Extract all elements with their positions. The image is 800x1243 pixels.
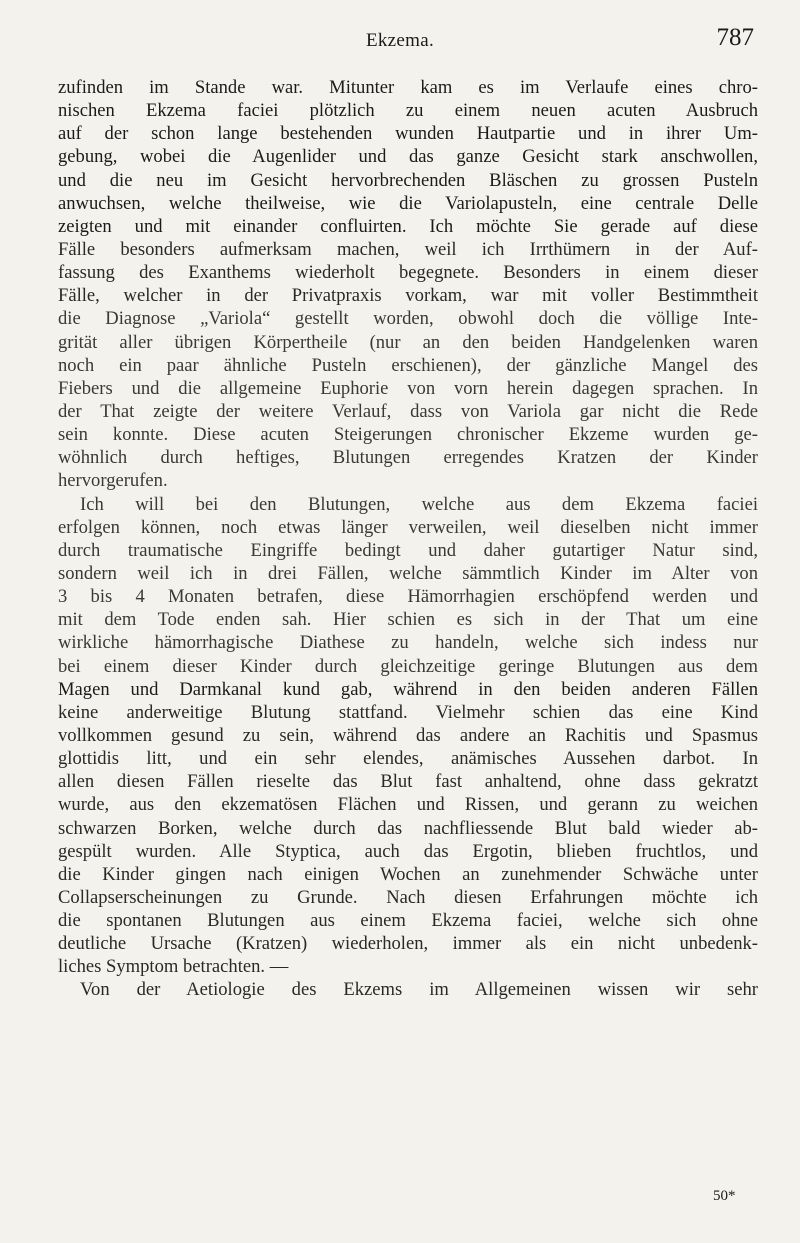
text-line: deutliche Ursache (Kratzen) wiederholen, immer als ein nicht unbedenk- (58, 933, 758, 955)
text-line: wöhnlich durch heftiges, Blutungen erregendes Kratzen der Kinder (58, 447, 758, 469)
text-line: anwuchsen, welche theilweise, wie die Variolapusteln, eine centrale Delle (58, 192, 758, 214)
text-line: wirkliche hämorrhagische Diathese zu handeln, welche sich indess nur (58, 632, 758, 654)
text-line: Von der Aetiologie des Ekzems im Allgemeinen wissen wir sehr (80, 979, 758, 1001)
text-line: Magen und Darmkanal kund gab, während in den beiden anderen Fällen (58, 678, 758, 700)
text-line: sondern weil ich in drei Fällen, welche sämmtlich Kinder im Alter von (58, 562, 758, 584)
running-title: Ekzema. (365, 30, 435, 51)
text-line: mit dem Tode enden sah. Hier schien es sich in der That um eine (58, 609, 758, 631)
text-line: zufinden im Stande war. Mitunter kam es im Verlaufe eines chro- (58, 77, 758, 98)
text-line: hervorgerufen. (58, 470, 168, 492)
text-line: bei einem dieser Kinder durch gleichzeitige geringe Blutungen aus dem (58, 655, 758, 677)
text-line: grität aller übrigen Körpertheile (nur an den beiden Handgelenken waren (58, 331, 758, 353)
text-line: die Kinder gingen nach einigen Wochen an zunehmender Schwäche unter (58, 863, 758, 885)
text-line: nischen Ekzema faciei plötzlich zu einem neuen acuten Ausbruch (58, 100, 758, 122)
text-line: sein konnte. Diese acuten Steigerungen chronischer Ekzeme wurden ge- (58, 424, 758, 446)
text-line: wurde, aus den ekzematösen Flächen und Rissen, und gerann zu weichen (58, 794, 758, 816)
text-line: keine anderweitige Blutung stattfand. Vielmehr schien das eine Kind (58, 701, 758, 723)
text-line: und die neu im Gesicht hervorbrechenden Bläschen zu grossen Pusteln (58, 169, 758, 191)
text-line: fassung des Exanthems wiederholt begegnete. Besonders in einem dieser (58, 262, 758, 284)
text-line: Fälle, welcher in der Privatpraxis vorkam, war mit voller Bestimmtheit (58, 285, 758, 307)
text-line: auf der schon lange bestehenden wunden Hautpartie und in ihrer Um- (58, 123, 758, 145)
text-line: gespült wurden. Alle Styptica, auch das Ergotin, blieben fruchtlos, und (58, 840, 758, 862)
text-line: 3 bis 4 Monaten betrafen, diese Hämorrhagien erschöpfend werden und (58, 586, 758, 608)
printer-signature: 50* (713, 1188, 736, 1204)
text-line: Fiebers und die allgemeine Euphorie von vorn herein dagegen sprachen. In (58, 377, 758, 399)
text-line: liches Symptom betrachten. — (58, 956, 289, 978)
text-line: zeigten und mit einander confluirten. Ich möchte Sie gerade auf diese (58, 215, 758, 237)
text-line: durch traumatische Eingriffe bedingt und daher gutartiger Natur sind, (58, 539, 758, 561)
text-line: allen diesen Fällen rieselte das Blut fast anhaltend, ohne dass gekratzt (58, 771, 758, 793)
text-line: glottidis litt, und ein sehr elendes, anämisches Aussehen darbot. In (58, 748, 758, 770)
page-number: 787 (716, 24, 754, 51)
text-line: schwarzen Borken, welche durch das nachfliessende Blut bald wieder ab- (58, 817, 758, 839)
text-line: der That zeigte der weitere Verlauf, dass von Variola gar nicht die Rede (58, 400, 758, 422)
text-line: Ich will bei den Blutungen, welche aus dem Ekzema faciei (80, 493, 758, 515)
text-line: vollkommen gesund zu sein, während das andere an Rachitis und Spasmus (58, 724, 758, 746)
text-line: noch ein paar ähnliche Pusteln erschienen), der gänzliche Mangel des (58, 354, 758, 376)
text-line: die Diagnose „Variola“ gestellt worden, obwohl doch die völlige Inte- (58, 308, 758, 330)
text-line: die spontanen Blutungen aus einem Ekzema faciei, welche sich ohne (58, 910, 758, 932)
text-line: Fälle besonders aufmerksam machen, weil ich Irrthümern in der Auf- (58, 238, 758, 260)
body-text (58, 76, 758, 1002)
text-line: gebung, wobei die Augenlider und das ganze Gesicht stark anschwollen, (58, 146, 758, 168)
text-line: Collapserscheinungen zu Grunde. Nach diesen Erfahrungen möchte ich (58, 886, 758, 908)
text-line: erfolgen können, noch etwas länger verweilen, weil dieselben nicht immer (58, 516, 758, 538)
running-head (0, 24, 800, 60)
